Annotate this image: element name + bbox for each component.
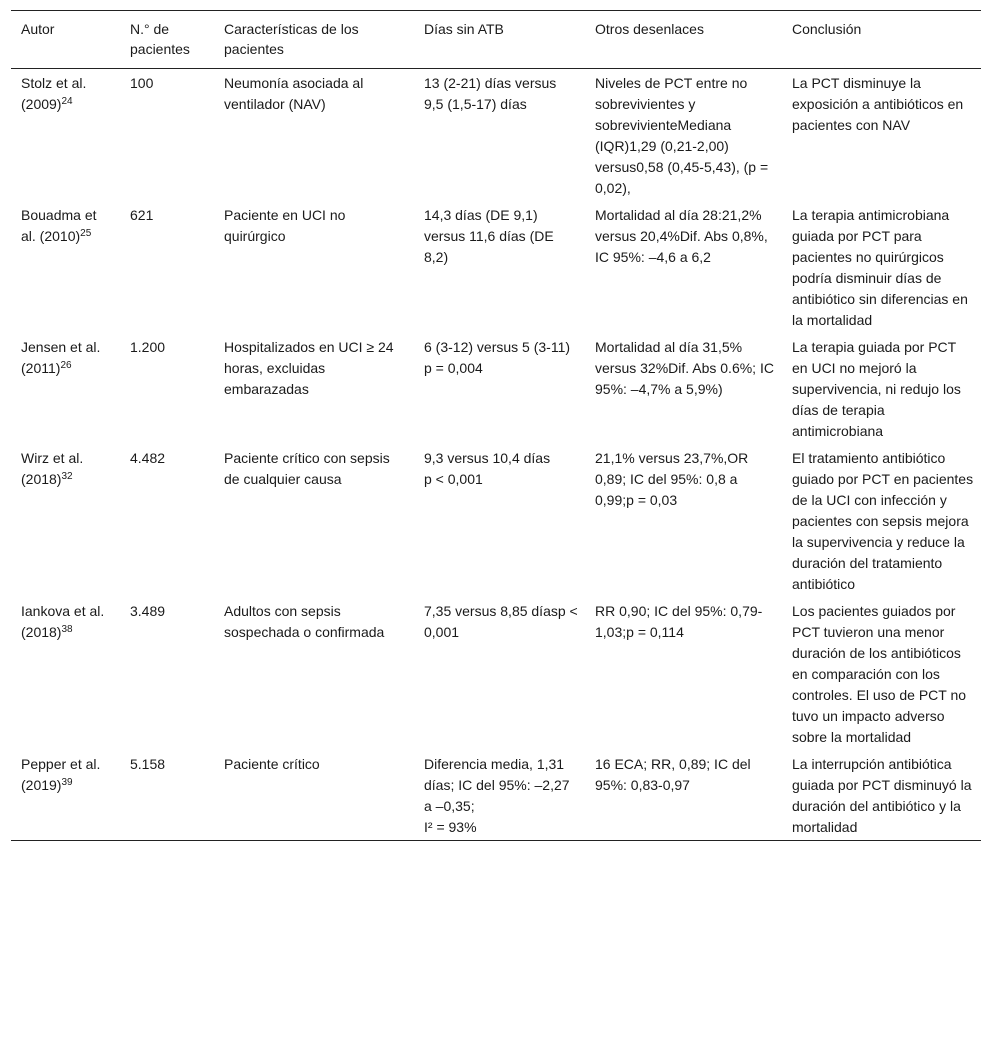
header-caracteristicas: Características de los pacientes (224, 21, 359, 57)
cell-dias-sin-atb (414, 333, 585, 444)
dias-line: 13 (2-21) días versus 9,5 (1,5-17) días (424, 75, 557, 112)
cell-caracteristicas: Paciente crítico con sepsis de cualquier causa (224, 450, 390, 487)
autor-text: Pepper et al. (2019) (21, 756, 101, 793)
cell-otros-desenlaces (585, 201, 782, 333)
cell-otros-desenlaces (585, 444, 782, 597)
reference-number: 38 (61, 624, 73, 635)
table-row (11, 333, 981, 444)
cell-caracteristicas: Paciente crítico (224, 756, 320, 772)
reference-number: 24 (61, 96, 73, 107)
autor-text: Stolz et al. (2009) (21, 75, 87, 112)
reference-number: 39 (61, 777, 73, 788)
header-otros-desenlaces: Otros desenlaces (595, 21, 704, 37)
otros-line: 16 ECA; RR, 0,89; IC del 95%: 0,83-0,97 (595, 756, 751, 793)
cell-otros-desenlaces (585, 333, 782, 444)
cell-dias-sin-atb (414, 597, 585, 750)
dias-pvalue: p = 0,004 (424, 360, 483, 376)
cell-caracteristicas: Adultos con sepsis sospechada o confirmada (224, 603, 385, 640)
reference-number: 26 (60, 360, 72, 371)
autor-text: Wirz et al. (2018) (21, 450, 84, 487)
table-row (11, 69, 981, 202)
reference-number: 32 (61, 471, 73, 482)
otros-line: 21,1% versus 23,7%,OR 0,89; IC del 95%: 0,8 a 0,99;p = 0,03 (595, 450, 749, 508)
cell-autor (11, 333, 120, 444)
dias-heterogeneity: I² = 93% (424, 819, 477, 835)
cell-autor (11, 597, 120, 750)
cell-dias-sin-atb (414, 69, 585, 202)
cell-otros-desenlaces (585, 597, 782, 750)
dias-line: 6 (3-12) versus 5 (3-11) (424, 339, 571, 355)
cell-n-pacientes: 5.158 (130, 756, 166, 772)
table-header-row (11, 11, 981, 69)
autor-text: Jensen et al. (2011) (21, 339, 101, 376)
cell-n-pacientes: 3.489 (130, 603, 166, 619)
table-row (11, 444, 981, 597)
header-conclusion: Conclusión (792, 21, 862, 37)
cell-caracteristicas: Paciente en UCI no quirúrgico (224, 207, 346, 244)
otros-line: Mortalidad al día 28:21,2% versus 20,4%Dif. Abs 0,8%, IC 95%: –4,6 a 6,2 (595, 207, 768, 265)
header-autor: Autor (21, 21, 55, 37)
cell-autor (11, 201, 120, 333)
cell-autor (11, 69, 120, 202)
cell-caracteristicas: Hospitalizados en UCI ≥ 24 horas, excluidas embarazadas (224, 339, 394, 397)
dias-pvalue: p < 0,001 (424, 471, 483, 487)
cell-n-pacientes: 621 (130, 207, 154, 223)
cell-caracteristicas: Neumonía asociada al ventilador (NAV) (224, 75, 364, 112)
cell-n-pacientes: 100 (130, 75, 154, 91)
dias-line: 7,35 versus 8,85 díasp < 0,001 (424, 603, 578, 640)
cell-dias-sin-atb (414, 750, 585, 841)
cell-dias-sin-atb (414, 444, 585, 597)
table-row (11, 201, 981, 333)
reference-number: 25 (80, 228, 92, 239)
cell-dias-sin-atb (414, 201, 585, 333)
otros-line: Niveles de PCT entre no sobrevivientes y sobrevivienteMediana (IQR)1,29 (0,21-2,00) versus0,58 (0,45-5,43), (p = 0,02), (595, 75, 769, 196)
cell-autor (11, 750, 120, 841)
cell-conclusion: Los pacientes guiados por PCT tuvieron una menor duración de los antibióticos en comparación con los controles. El uso de PCT no tuvo un impacto adverso sobre la mortalidad (792, 603, 967, 745)
autor-text: Iankova et al. (2018) (21, 603, 105, 640)
dias-line: Diferencia media, 1,31 días; IC del 95%: –2,27 a –0,35; (424, 756, 570, 814)
otros-line: RR 0,90; IC del 95%: 0,79-1,03;p = 0,114 (595, 603, 763, 640)
header-dias-sin-atb: Días sin ATB (424, 21, 504, 37)
cell-otros-desenlaces (585, 69, 782, 202)
autor-text: Bouadma et al. (2010) (21, 207, 97, 244)
cell-conclusion: La interrupción antibiótica guiada por PCT disminuyó la duración del antibiótico y la mortalidad (792, 756, 972, 835)
cell-n-pacientes: 1.200 (130, 339, 166, 355)
dias-line: 14,3 días (DE 9,1) versus 11,6 días (DE 8,2) (424, 207, 554, 265)
otros-line: Mortalidad al día 31,5% versus 32%Dif. Abs 0.6%; IC 95%: –4,7% a 5,9%) (595, 339, 774, 397)
cell-n-pacientes: 4.482 (130, 450, 166, 466)
cell-autor (11, 444, 120, 597)
cell-conclusion: La PCT disminuye la exposición a antibióticos en pacientes con NAV (792, 75, 964, 133)
cell-conclusion: La terapia guiada por PCT en UCI no mejoró la supervivencia, ni redujo los días de terapia antimicrobiana (792, 339, 961, 439)
table-row (11, 750, 981, 841)
pct-studies-table (11, 10, 981, 841)
cell-conclusion: El tratamiento antibiótico guiado por PCT en pacientes de la UCI con infección y pacientes con sepsis mejora la supervivencia y reduce la duración del tratamiento antibiótico (792, 450, 974, 592)
dias-line: 9,3 versus 10,4 días (424, 450, 551, 466)
cell-conclusion: La terapia antimicrobiana guiada por PCT para pacientes no quirúrgicos podría disminuir días de antibiótico sin diferencias en la mortalidad (792, 207, 968, 328)
cell-otros-desenlaces (585, 750, 782, 841)
table-row (11, 597, 981, 750)
header-n-pacientes: N.° de pacientes (130, 21, 190, 57)
